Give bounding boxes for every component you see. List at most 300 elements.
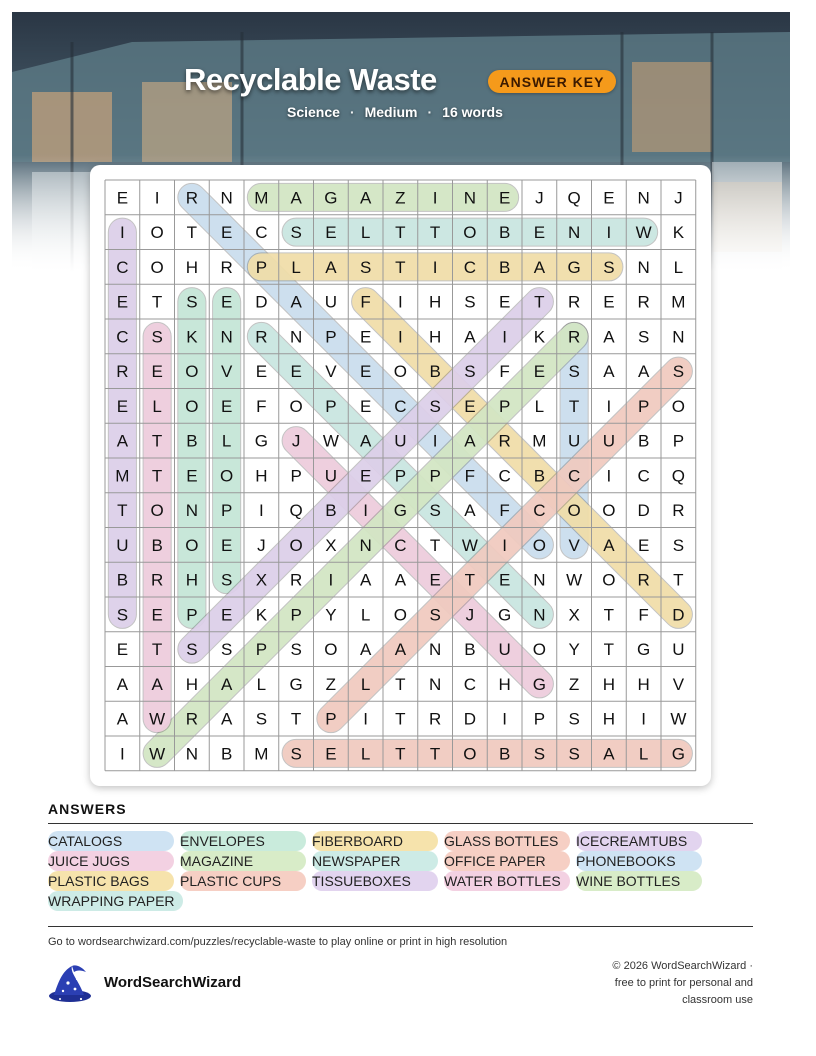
answer-label: ICECREAMTUBS: [576, 831, 702, 851]
grid-letter: S: [290, 640, 302, 660]
grid-letter: B: [186, 431, 198, 451]
grid-letter: D: [637, 501, 650, 521]
grid-letter: S: [290, 223, 302, 243]
answer-label: ENVELOPES: [180, 831, 306, 851]
grid-letter: H: [637, 674, 650, 694]
grid-letter: A: [359, 570, 372, 590]
grid-letter: G: [532, 674, 546, 694]
grid-letter: S: [464, 292, 476, 312]
grid-letter: N: [463, 188, 477, 208]
grid-letter: P: [325, 709, 337, 729]
grid-letter: S: [533, 744, 546, 764]
grid-letter: D: [255, 292, 268, 312]
grid-letter: A: [116, 431, 129, 451]
grid-letter: C: [394, 396, 407, 416]
grid-letter: S: [186, 292, 198, 312]
grid-letter: E: [429, 570, 441, 590]
grid-letter: T: [151, 292, 163, 312]
puzzle-grid: [90, 165, 711, 786]
grid-letter: A: [603, 362, 615, 382]
answer-item: [444, 851, 576, 871]
grid-letter: U: [567, 431, 581, 451]
grid-letter: I: [606, 223, 612, 243]
grid-letter: A: [394, 570, 407, 590]
grid-letter: A: [533, 257, 546, 277]
grid-letter: I: [502, 535, 507, 555]
grid-letter: N: [533, 570, 546, 590]
grid-letter: E: [498, 188, 511, 208]
grid-letter: S: [568, 744, 580, 764]
grid-letter: L: [360, 744, 371, 764]
grid-letter: U: [394, 431, 407, 451]
grid-letter: U: [672, 640, 685, 660]
grid-letter: I: [606, 396, 612, 416]
grid-letter: O: [463, 223, 477, 243]
grid-letter: U: [116, 535, 129, 555]
footer-link-text[interactable]: Go to wordsearchwizard.com/puzzles/recyclable-waste to play online or print in high resolution: [48, 936, 508, 948]
grid-letter: N: [428, 674, 442, 694]
answer-item: [312, 871, 444, 891]
grid-letter: A: [220, 709, 233, 729]
grid-letter: B: [498, 257, 511, 277]
divider: [48, 926, 753, 927]
grid-letter: R: [637, 292, 650, 312]
grid-letter: W: [670, 709, 687, 729]
grid-letter: V: [220, 362, 233, 382]
grid-letter: N: [289, 327, 303, 347]
grid-letter: S: [603, 257, 615, 277]
grid-letter: T: [395, 674, 406, 694]
grid-letter: C: [498, 466, 511, 486]
grid-letter: H: [185, 257, 199, 277]
grid-letter: H: [602, 709, 616, 729]
grid-letter: B: [498, 744, 511, 764]
grid-letter: A: [603, 744, 615, 764]
grid-letter: A: [464, 327, 476, 347]
grid-letter: E: [603, 292, 615, 312]
grid-letter: L: [360, 605, 371, 625]
grid-letter: I: [606, 466, 612, 486]
grid-letter: A: [290, 292, 302, 312]
grid-letter: E: [220, 605, 233, 625]
grid-letter: F: [256, 396, 267, 416]
answer-item: [48, 891, 180, 911]
grid-letter: T: [673, 570, 684, 590]
grid-letter: E: [116, 396, 129, 416]
grid-letter: L: [360, 223, 371, 243]
grid-letter: O: [150, 257, 164, 277]
grid-letter: M: [254, 744, 269, 764]
grid-letter: J: [257, 535, 266, 555]
grid-letter: K: [186, 327, 198, 347]
answer-label: FIBERBOARD: [312, 831, 438, 851]
grid-letter: B: [637, 431, 650, 451]
grid-letter: N: [637, 188, 650, 208]
grid-letter: E: [464, 396, 476, 416]
answer-item: [48, 851, 180, 871]
grid-letter: U: [324, 466, 338, 486]
grid-letter: S: [672, 362, 685, 382]
grid-letter: R: [255, 327, 268, 347]
grid-letter: L: [534, 396, 545, 416]
grid-letter: S: [637, 327, 650, 347]
grid-letter: S: [116, 605, 129, 625]
grid-letter: B: [533, 466, 546, 486]
grid-letter: X: [325, 535, 337, 555]
answer-key-badge: ANSWER KEY: [488, 70, 616, 93]
grid-letter: O: [185, 362, 199, 382]
grid-letter: A: [359, 640, 372, 660]
grid-letter: U: [602, 431, 616, 451]
grid-letter: T: [290, 709, 302, 729]
grid-letter: N: [220, 188, 233, 208]
grid-letter: R: [498, 431, 511, 451]
grid-letter: E: [359, 396, 372, 416]
grid-letter: B: [464, 640, 476, 660]
grid-letter: O: [532, 535, 546, 555]
grid-letter: C: [533, 501, 546, 521]
grid-letter: H: [498, 674, 511, 694]
answer-item: [180, 851, 312, 871]
grid-letter: O: [185, 396, 199, 416]
grid-letter: U: [498, 640, 511, 660]
grid-letter: N: [220, 327, 233, 347]
grid-letter: E: [186, 466, 198, 486]
grid-letter: I: [328, 570, 334, 590]
answer-item: [48, 871, 180, 891]
puzzle-grid-card: [90, 165, 711, 786]
answer-item: [180, 831, 312, 851]
grid-letter: A: [603, 535, 615, 555]
grid-letter: E: [220, 292, 233, 312]
grid-letter: Y: [325, 605, 337, 625]
grid-letter: E: [151, 362, 163, 382]
answer-label: JUICE JUGS: [48, 851, 174, 871]
answer-item: [576, 831, 708, 851]
grid-letter: W: [149, 744, 166, 764]
grid-letter: T: [117, 501, 128, 521]
grid-letter: T: [395, 744, 406, 764]
grid-letter: H: [185, 674, 199, 694]
grid-letter: S: [568, 362, 580, 382]
grid-letter: L: [221, 431, 232, 451]
grid-letter: L: [152, 396, 162, 416]
grid-letter: O: [602, 501, 616, 521]
grid-letter: P: [394, 466, 407, 486]
grid-letter: E: [359, 327, 372, 347]
grid-letter: I: [432, 431, 438, 451]
grid-letter: L: [291, 257, 301, 277]
grid-letter: E: [498, 292, 511, 312]
grid-letter: N: [359, 535, 372, 555]
grid-letter: E: [325, 223, 337, 243]
grid-letter: I: [259, 501, 264, 521]
grid-letter: T: [395, 257, 406, 277]
grid-letter: W: [566, 570, 583, 590]
grid-letter: E: [533, 223, 546, 243]
grid-letter: H: [185, 570, 199, 590]
grid-letter: O: [150, 501, 164, 521]
grid-letter: E: [116, 292, 129, 312]
grid-letter: T: [568, 396, 580, 416]
meta-difficulty: Medium: [364, 104, 418, 120]
grid-letter: A: [603, 327, 615, 347]
grid-letter: V: [325, 362, 337, 382]
grid-letter: P: [290, 605, 302, 625]
grid-letter: G: [393, 501, 407, 521]
grid-letter: Z: [395, 188, 406, 208]
grid-letter: X: [255, 570, 268, 590]
answer-label: WRAPPING PAPER: [48, 891, 183, 911]
grid-letter: M: [532, 431, 547, 451]
grid-letter: S: [429, 396, 441, 416]
grid-letter: O: [602, 570, 616, 590]
grid-letter: I: [502, 327, 507, 347]
grid-letter: J: [674, 188, 683, 208]
answer-item: [312, 831, 444, 851]
grid-letter: F: [464, 466, 476, 486]
grid-letter: I: [120, 223, 125, 243]
grid-letter: R: [220, 257, 233, 277]
answer-label: WATER BOTTLES: [444, 871, 570, 891]
grid-letter: R: [567, 292, 581, 312]
grid-letter: A: [464, 501, 476, 521]
copyright-line: © 2026 WordSearchWizard ·: [612, 960, 753, 972]
grid-letter: B: [151, 535, 163, 555]
grid-letter: T: [429, 223, 441, 243]
grid-letter: N: [672, 327, 685, 347]
grid-letter: Z: [568, 674, 580, 694]
grid-letter: R: [567, 327, 581, 347]
grid-letter: P: [290, 466, 302, 486]
answer-item: [444, 871, 576, 891]
grid-letter: G: [567, 257, 581, 277]
grid-letter: P: [325, 327, 337, 347]
grid-letter: W: [322, 431, 339, 451]
grid-letter: R: [289, 570, 303, 590]
grid-letter: I: [432, 188, 438, 208]
grid-letter: F: [499, 362, 510, 382]
grid-letter: A: [359, 188, 372, 208]
grid-letter: N: [185, 744, 199, 764]
grid-letter: I: [398, 292, 403, 312]
grid-letter: B: [429, 362, 441, 382]
grid-letter: T: [395, 223, 406, 243]
wizard-hat-icon: [48, 963, 92, 1003]
grid-letter: Q: [289, 501, 303, 521]
grid-letter: I: [363, 709, 368, 729]
grid-letter: V: [672, 674, 685, 694]
grid-letter: O: [289, 396, 303, 416]
grid-letter: N: [637, 257, 650, 277]
grid-letter: S: [151, 327, 163, 347]
page-title: Recyclable Waste: [184, 62, 437, 97]
grid-letter: C: [567, 466, 581, 486]
grid-letter: W: [149, 709, 166, 729]
grid-letter: S: [429, 501, 441, 521]
grid-letter: E: [359, 466, 372, 486]
grid-letter: L: [256, 674, 267, 694]
grid-letter: E: [116, 188, 129, 208]
grid-letter: L: [673, 257, 684, 277]
grid-letter: M: [254, 188, 269, 208]
grid-letter: O: [220, 466, 234, 486]
grid-letter: N: [533, 605, 546, 625]
grid-letter: K: [672, 223, 685, 243]
grid-letter: Q: [567, 188, 581, 208]
copyright-line: free to print for personal and: [614, 977, 753, 989]
grid-letter: R: [185, 709, 199, 729]
divider: [48, 823, 753, 824]
grid-letter: G: [637, 640, 651, 660]
grid-letter: I: [432, 257, 438, 277]
answer-label: NEWSPAPER: [312, 851, 438, 871]
grid-letter: E: [290, 362, 302, 382]
grid-letter: G: [671, 744, 685, 764]
grid-letter: E: [533, 362, 546, 382]
answers-heading: ANSWERS: [48, 801, 127, 817]
grid-letter: B: [325, 501, 337, 521]
grid-letter: R: [428, 709, 442, 729]
grid-letter: E: [116, 640, 129, 660]
grid-letter: T: [186, 223, 198, 243]
grid-letter: R: [185, 188, 199, 208]
grid-letter: O: [289, 535, 303, 555]
grid-letter: T: [603, 640, 615, 660]
answer-label: PHONEBOOKS: [576, 851, 702, 871]
grid-letter: L: [360, 674, 371, 694]
grid-letter: A: [325, 257, 337, 277]
grid-letter: R: [637, 570, 650, 590]
grid-letter: C: [394, 535, 407, 555]
grid-letter: H: [428, 292, 442, 312]
brand-name: WordSearchWizard: [104, 974, 242, 991]
answer-label: GLASS BOTTLES: [444, 831, 570, 851]
meta-subject: Science: [287, 104, 340, 120]
grid-letter: H: [428, 327, 442, 347]
copyright-line: classroom use: [682, 994, 753, 1006]
grid-letter: N: [567, 223, 581, 243]
answer-label: MAGAZINE: [180, 851, 306, 871]
grid-letter: P: [533, 709, 546, 729]
grid-letter: F: [499, 501, 510, 521]
puzzle-meta: [287, 104, 503, 122]
grid-letter: E: [220, 396, 233, 416]
grid-letter: A: [151, 674, 163, 694]
grid-letter: A: [464, 431, 476, 451]
grid-letter: G: [498, 605, 512, 625]
grid-letter: I: [154, 188, 160, 208]
grid-letter: U: [324, 292, 338, 312]
grid-letter: S: [464, 362, 476, 382]
grid-letter: S: [568, 709, 580, 729]
grid-letter: O: [393, 362, 407, 382]
copyright-text: [573, 958, 753, 1009]
grid-letter: C: [463, 674, 477, 694]
grid-letter: I: [363, 501, 368, 521]
grid-letter: G: [254, 431, 268, 451]
grid-letter: S: [220, 570, 233, 590]
grid-letter: A: [394, 640, 407, 660]
answer-label: TISSUEBOXES: [312, 871, 438, 891]
grid-letter: I: [398, 327, 403, 347]
grid-letter: N: [428, 640, 442, 660]
grid-letter: P: [186, 605, 198, 625]
grid-letter: E: [498, 570, 511, 590]
grid-letter: T: [395, 709, 406, 729]
grid-letter: O: [150, 223, 164, 243]
grid-letter: S: [255, 709, 268, 729]
grid-letter: P: [255, 257, 268, 277]
grid-letter: T: [151, 640, 163, 660]
answer-item: [48, 831, 180, 851]
grid-letter: P: [325, 396, 337, 416]
grid-letter: L: [638, 744, 649, 764]
grid-letter: C: [637, 466, 650, 486]
grid-letter: E: [255, 362, 268, 382]
grid-letter: Y: [568, 640, 580, 660]
grid-letter: O: [185, 535, 199, 555]
grid-letter: R: [150, 570, 164, 590]
grid-letter: T: [534, 292, 545, 312]
grid-letter: M: [671, 292, 686, 312]
grid-letter: C: [255, 223, 268, 243]
grid-letter: H: [602, 674, 616, 694]
answer-item: [444, 831, 576, 851]
grid-letter: T: [151, 431, 163, 451]
grid-letter: T: [429, 744, 441, 764]
answers-list: [48, 831, 753, 911]
grid-letter: M: [115, 466, 130, 486]
grid-letter: E: [220, 223, 233, 243]
grid-letter: O: [671, 396, 685, 416]
grid-letter: E: [220, 535, 233, 555]
grid-letter: K: [533, 327, 546, 347]
grid-letter: C: [463, 257, 477, 277]
grid-letter: A: [116, 674, 129, 694]
grid-letter: A: [359, 431, 372, 451]
grid-letter: W: [461, 535, 478, 555]
answer-item: [312, 851, 444, 871]
grid-letter: G: [324, 188, 338, 208]
grid-letter: P: [672, 431, 685, 451]
grid-letter: E: [359, 362, 372, 382]
grid-letter: I: [502, 709, 507, 729]
grid-letter: T: [603, 605, 615, 625]
grid-letter: Q: [671, 466, 685, 486]
grid-letter: A: [220, 674, 233, 694]
meta-separator: ·: [349, 104, 355, 120]
grid-letter: E: [325, 744, 337, 764]
answer-label: WINE BOTTLES: [576, 871, 702, 891]
grid-letter: K: [255, 605, 268, 625]
grid-letter: G: [289, 674, 303, 694]
grid-letter: A: [637, 362, 650, 382]
grid-letter: E: [603, 188, 615, 208]
grid-letter: P: [220, 501, 233, 521]
grid-letter: T: [429, 535, 441, 555]
grid-letter: P: [429, 466, 441, 486]
grid-letter: S: [359, 257, 372, 277]
grid-letter: C: [116, 257, 129, 277]
grid-letter: S: [429, 605, 441, 625]
grid-letter: I: [120, 744, 125, 764]
meta-word-count: 16 words: [442, 104, 503, 120]
answer-label: PLASTIC BAGS: [48, 871, 174, 891]
grid-letter: B: [220, 744, 233, 764]
grid-letter: P: [637, 396, 650, 416]
grid-letter: O: [532, 640, 546, 660]
